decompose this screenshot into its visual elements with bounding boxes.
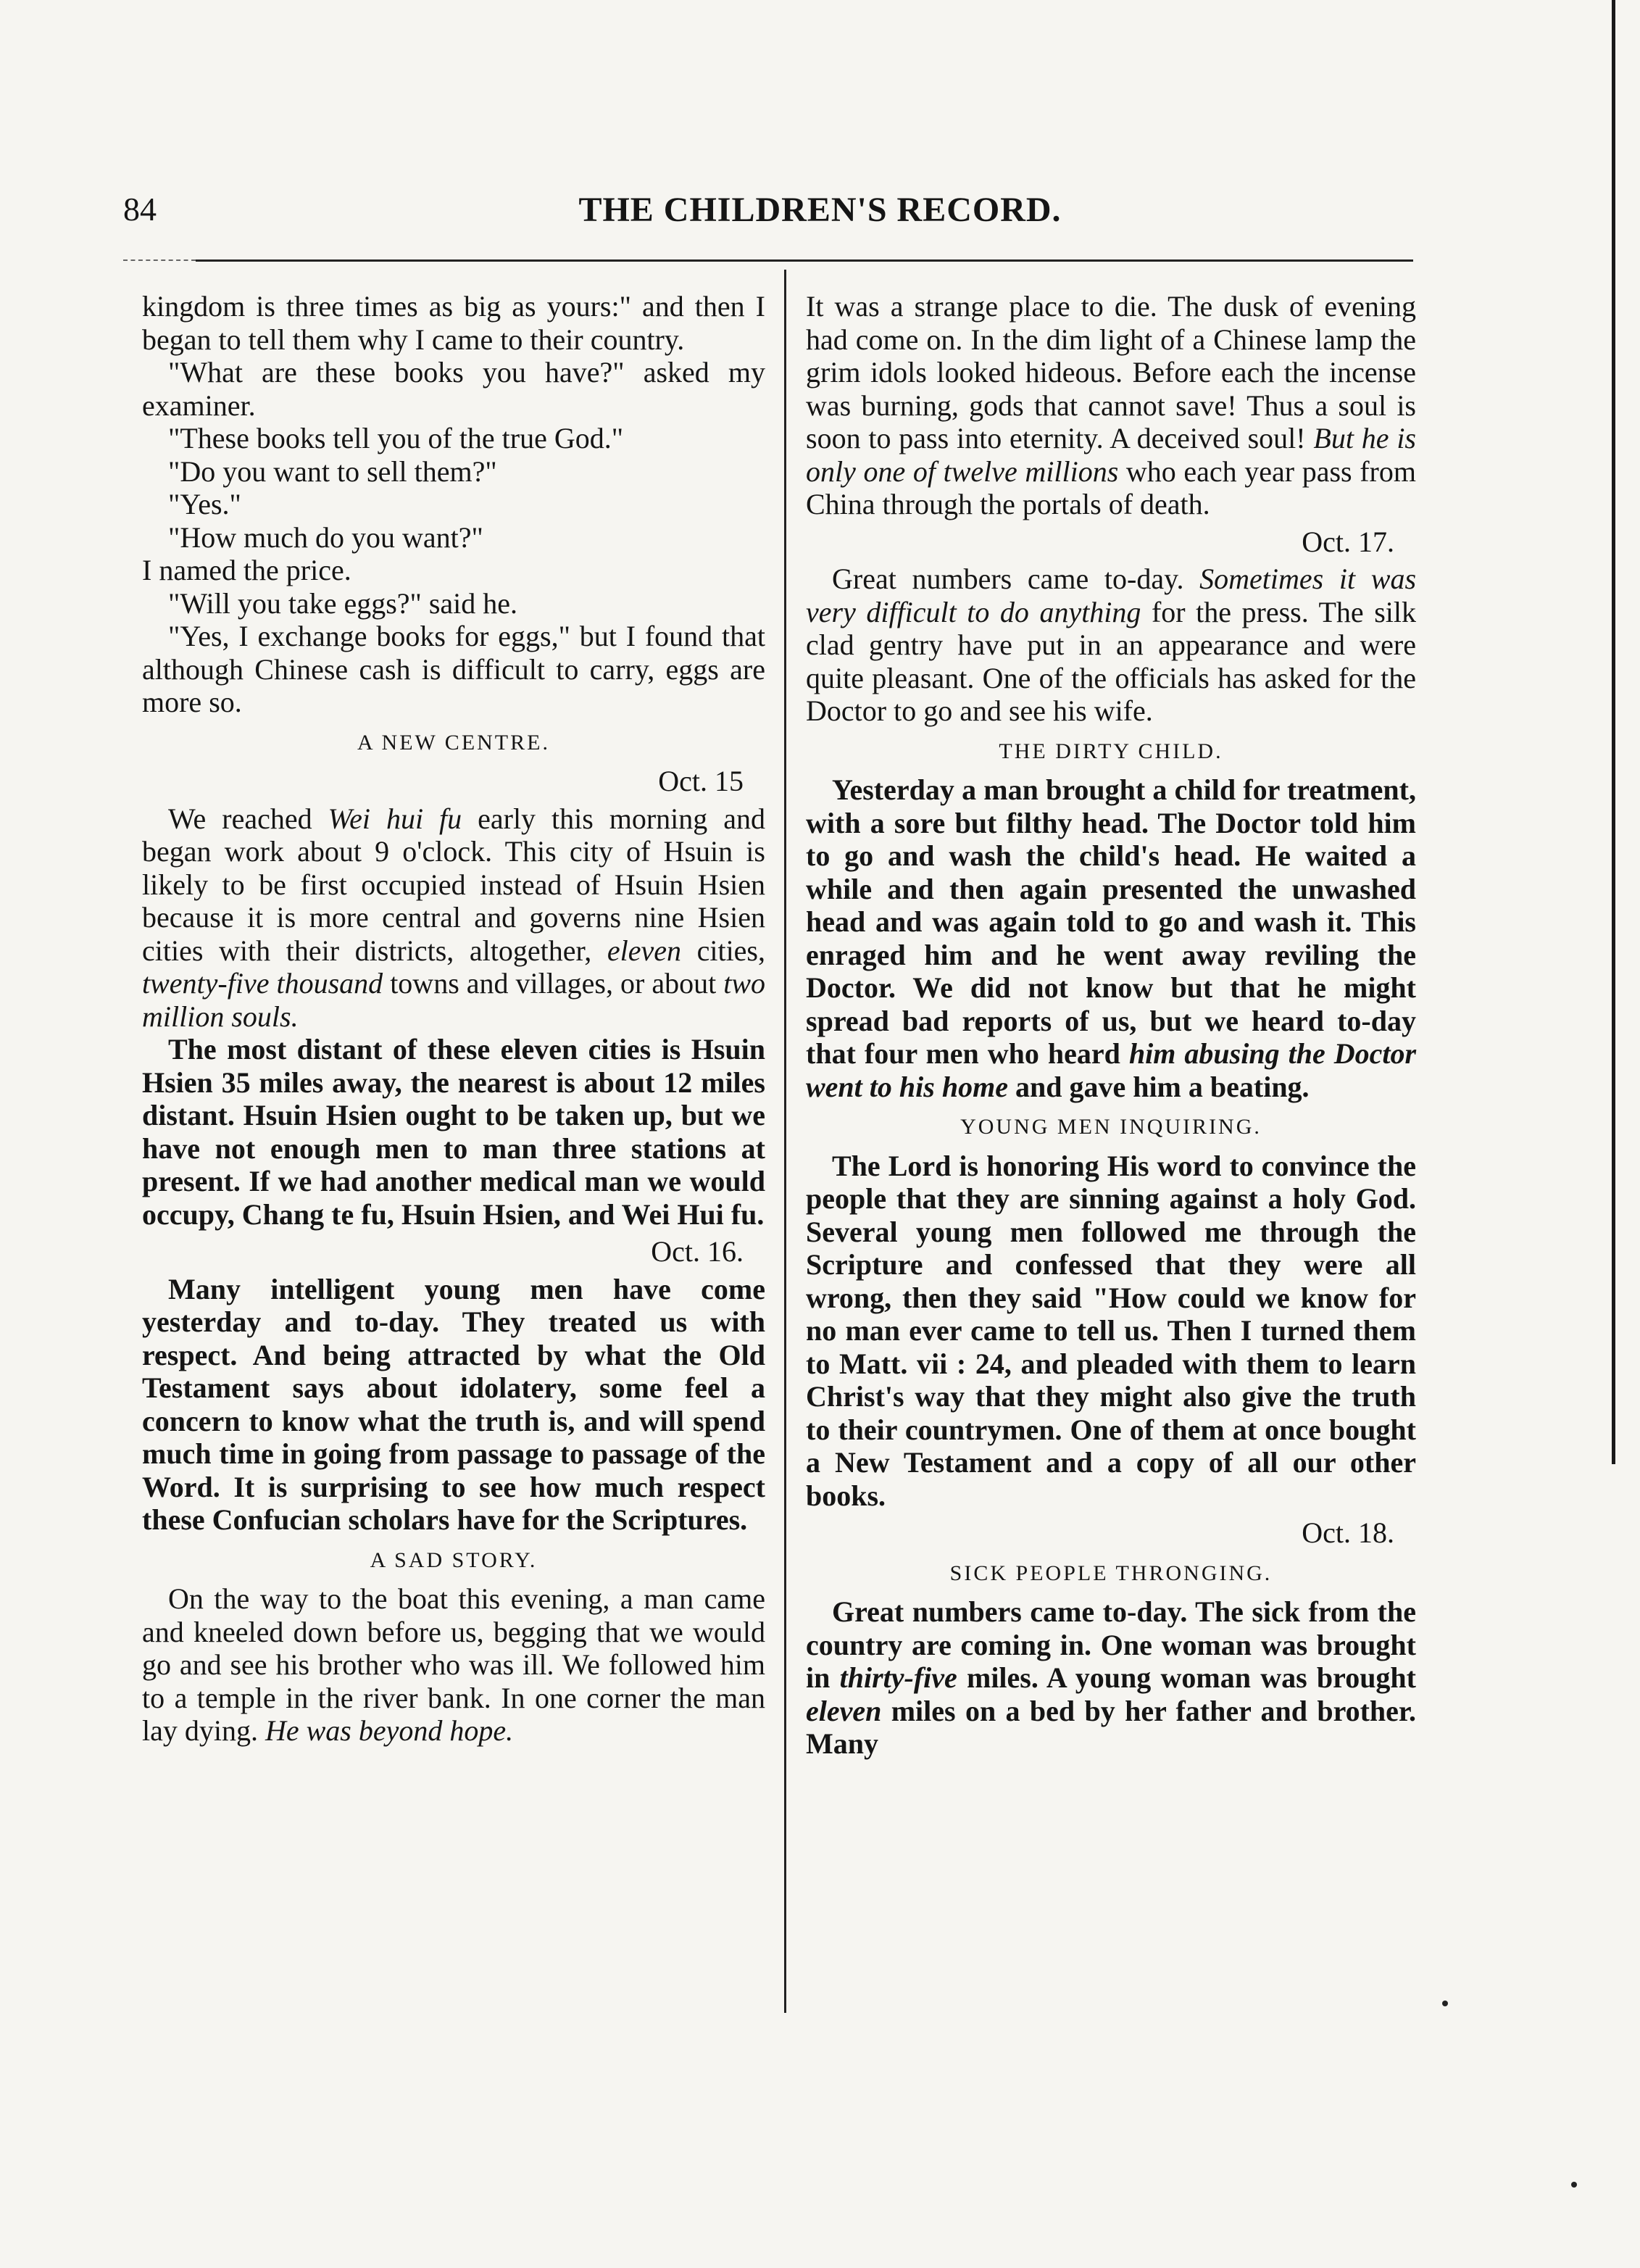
paragraph: I named the price. [142,554,351,586]
paragraph [806,773,1416,1103]
text-run: cities, [680,934,766,967]
paragraph: kingdom is three times as big as yours:" and then I began to tell them why I came to their country. [142,290,765,356]
ink-speck [1571,2182,1577,2188]
paragraph [806,1595,1416,1761]
paragraph: "These books tell you of the true God." [168,422,624,454]
italic-run: He was beyond hope. [265,1714,514,1747]
date-heading: Oct. 15 [658,765,744,797]
paragraph: "Yes." [168,488,241,520]
text-run: early this morning and began work about 9 o'clock. This city of Hsuin is likely to be first occupied instead of Hsuin Hsien because it is more central and governs nine Hsien cities with their districts, altogether, [142,802,765,967]
paragraph [806,290,1416,521]
section-heading: SICK PEOPLE THRONGING. [949,1561,1273,1585]
text-run: On the way to the boat this evening, a man came and kneeled down before us, begging that we would go and see his brother who was ill. We followed him to a temple in the river bank. In one corner the man lay dying. [142,1582,765,1747]
section-heading: YOUNG MEN INQUIRING. [960,1115,1262,1139]
text-run: and gave him a beating. [1007,1070,1310,1103]
paragraph [142,1582,765,1748]
italic-run: Sometimes it was very difficult to do anything [806,562,1417,628]
paragraph: The most distant of these eleven cities is Hsuin Hsien 35 miles away, the nearest is about 12 miles distant. Hsuin Hsien ought to be taken up, but we have not enough men to man three stations at present. If we had another medical man we would occupy, Chang te fu, Hsuin Hsien, and Wei Hui fu. [142,1033,765,1231]
italic-run: him abusing the Doctor went to his home [806,1037,1417,1103]
paragraph: "Yes, I exchange books for eggs," but I found that although Chinese cash is difficult to carry, eggs are more so. [142,620,765,718]
text-run: who each year pass from China through the portals of death. [806,454,1416,520]
right-column [806,290,1416,1761]
column-divider [784,270,786,2013]
paragraph: The Lord is honoring His word to convince the people that they are sinning against a holy God. Several young men followed me through the Scripture and confessed that they were all wrong, then they said "How could we know for no man ever came to tell us. Then I turned them to Matt. vii : 24, and pleaded with them to learn Christ's way that they might also give the truth to their countrymen. One of them at once bought a New Testament and a copy of all our other books. [806,1149,1416,1512]
paragraph: "Do you want to sell them?" [168,454,497,488]
section-heading: A NEW CENTRE. [357,730,550,755]
header-dashed-rule [123,259,196,261]
italic-run: eleven [607,934,681,967]
text-run: Great numbers came to-day. The sick from the country are coming in. One woman was brought in [806,1595,1416,1694]
page-edge-line [1612,0,1615,1464]
text-run: towns and villages, or about [383,967,724,1000]
italic-run: Wei hui fu [328,802,462,835]
section-heading: A SAD STORY. [370,1548,538,1572]
paragraph: "How much do you want?" [168,520,483,554]
paragraph: "What are these books you have?" asked my examiner. [142,356,765,422]
text-run: for the press. The silk clad gentry have put in an appearance and were quite pleasant. One of the officials has asked for the Doctor to go and see his wife. [806,595,1416,727]
date-heading: Oct. 18. [1302,1516,1394,1549]
text-run: We reached [168,802,328,835]
italic-run: two million souls. [142,967,765,1033]
text-run: Yesterday a man brought a child for treatment, with a sore but filthy head. The Doctor told him to go and wash the child's head. He waited a while and then again presented the unwashed head and was again told to go and wash it. This enraged him and he went away reviling the Doctor. We did not know but that he might spread bad reports of us, but we heard to-day that four men who heard [806,773,1416,1070]
paragraph [142,802,765,1034]
italic-run: thirty-five [839,1661,957,1694]
header-rule [196,259,1413,262]
ink-speck [1442,2001,1448,2006]
date-heading: Oct. 17. [1302,525,1394,558]
page-number: 84 [123,191,157,228]
running-head: THE CHILDREN'S RECORD. [578,191,1062,229]
left-column [142,290,765,1748]
date-heading: Oct. 16. [651,1235,744,1268]
paragraph [806,562,1416,728]
text-run: miles on a bed by her father and brother. Many [806,1694,1416,1760]
text-run: miles. A young woman was brought [957,1661,1416,1694]
italic-run: But he is only one of twelve millions [806,422,1416,488]
paragraph: Many intelligent young men have come yesterday and to-day. They treated us with respect. And being attracted by what the Old Testament says about idolatery, some feel a concern to know what the truth is, and will spend much time in going from passage to passage of the Word. It is surprising to see how much respect these Confucian scholars have for the Scriptures. [142,1272,765,1536]
paragraph: "Will you take eggs?" said he. [168,586,518,620]
section-heading: THE DIRTY CHILD. [999,739,1223,763]
italic-run: twenty-five thousand [142,967,383,1000]
text-run: Great numbers came to-day. [832,562,1200,595]
text-run: It was a strange place to die. The dusk of evening had come on. In the dim light of a Chinese lamp the grim idols looked hideous. Before each the incense was burning, gods that cannot save! Thus a soul is soon to pass into eternity. A deceived soul! [806,290,1416,454]
italic-run: eleven [806,1694,882,1727]
